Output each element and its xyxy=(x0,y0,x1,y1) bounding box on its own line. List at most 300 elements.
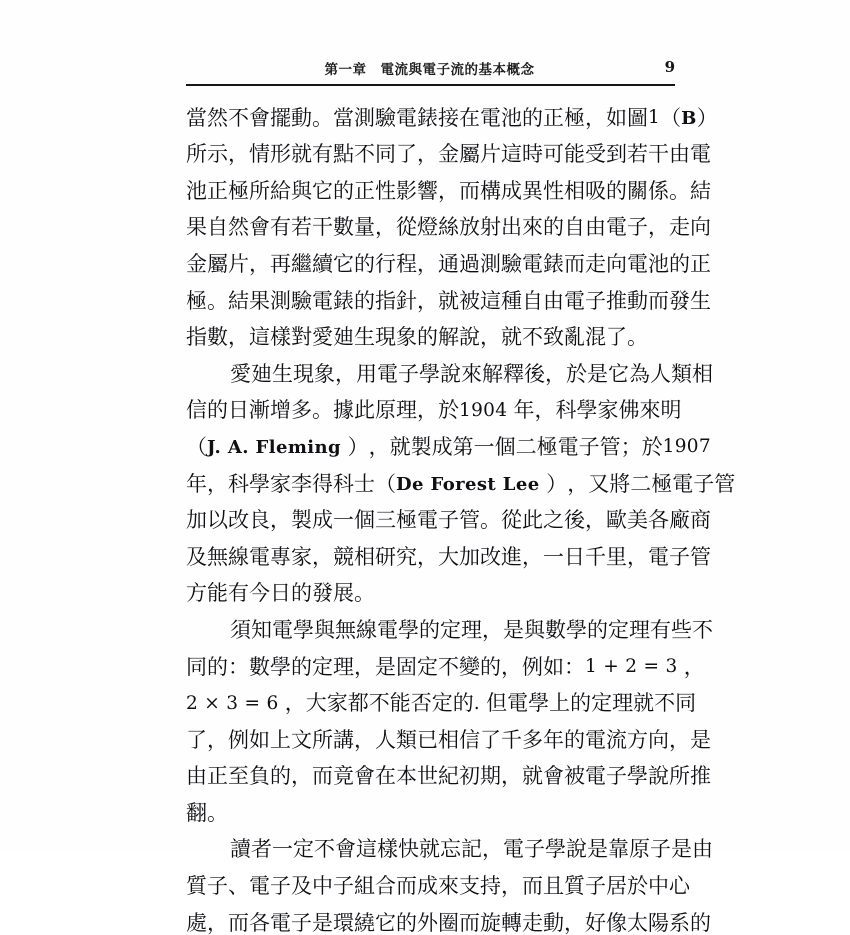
cjk-glyph: ， xyxy=(312,544,333,569)
cjk-glyph: 管 xyxy=(599,434,621,459)
cjk-glyph: 線 xyxy=(356,617,377,642)
cjk-glyph: ， xyxy=(501,874,522,899)
cjk-glyph: 由 xyxy=(692,837,713,862)
cjk-glyph: 數 xyxy=(545,617,566,642)
cjk-glyph: 電 xyxy=(585,764,606,789)
cjk-glyph: 一 xyxy=(333,508,354,533)
cjk-glyph: 極 xyxy=(396,508,417,533)
cjk-glyph: 干 xyxy=(312,215,333,240)
cjk-glyph: 而 xyxy=(522,874,543,899)
cjk-glyph: 是 xyxy=(587,361,608,386)
cjk-glyph: 定 xyxy=(591,691,613,716)
cjk-glyph: ， xyxy=(291,764,312,789)
cjk-glyph: 係 xyxy=(648,178,669,203)
cjk-glyph: 子 xyxy=(606,764,627,789)
cjk-glyph: 質 xyxy=(186,874,207,899)
cjk-glyph: 電 xyxy=(272,617,293,642)
cjk-glyph: 能 xyxy=(207,581,228,606)
cjk-glyph: ， xyxy=(482,617,503,642)
cjk-glyph: 電 xyxy=(690,142,711,167)
cjk-glyph: ， xyxy=(585,105,606,130)
cjk-glyph: 的 xyxy=(291,581,312,606)
cjk-glyph: 廸 xyxy=(333,325,354,350)
cjk-glyph: 各 xyxy=(648,508,669,533)
cjk-glyph: 時 xyxy=(522,142,543,167)
inline-latin-run: B xyxy=(681,107,697,129)
cjk-glyph: ， xyxy=(482,837,503,862)
cjk-glyph: 會 xyxy=(354,764,375,789)
cjk-glyph: 相 xyxy=(438,727,459,752)
cjk-glyph: 一 xyxy=(473,434,495,459)
cjk-glyph: 來 xyxy=(522,215,543,240)
cjk-glyph: 子 xyxy=(333,874,354,899)
cjk-glyph: 指 xyxy=(186,325,207,350)
cjk-glyph: 不 xyxy=(314,837,335,862)
cjk-glyph: 屬 xyxy=(459,142,480,167)
inline-latin-run: 1 + 2 = 3 xyxy=(585,656,684,677)
cjk-glyph: 生 xyxy=(690,288,711,313)
cjk-glyph: 走 xyxy=(522,910,543,935)
cjk-glyph: 的 xyxy=(522,105,543,130)
cjk-glyph: 示 xyxy=(207,142,228,167)
cjk-glyph: 無 xyxy=(207,544,228,569)
cjk-glyph: 已 xyxy=(417,727,438,752)
cjk-glyph: 不 xyxy=(692,617,713,642)
cjk-glyph: 初 xyxy=(459,764,480,789)
cjk-glyph: 子 xyxy=(207,874,228,899)
cjk-glyph: 信 xyxy=(459,727,480,752)
cjk-glyph: 說 xyxy=(648,764,669,789)
cjk-glyph: 出 xyxy=(501,215,522,240)
cjk-glyph: 知 xyxy=(251,617,272,642)
cjk-glyph: 就 xyxy=(389,434,411,459)
cjk-glyph: 電 xyxy=(396,105,417,130)
cjk-glyph: 心 xyxy=(669,874,690,899)
cjk-glyph: ） xyxy=(696,105,718,130)
cjk-glyph: 固 xyxy=(396,654,417,679)
cjk-glyph: 絲 xyxy=(438,215,459,240)
cjk-glyph: 此 xyxy=(522,508,543,533)
cjk-glyph: 由 xyxy=(543,288,564,313)
cjk-glyph: 千 xyxy=(585,544,606,569)
cjk-glyph: 會 xyxy=(249,105,270,130)
cjk-glyph: 自 xyxy=(522,288,543,313)
cjk-glyph: 專 xyxy=(270,544,291,569)
text-line xyxy=(186,568,675,605)
cjk-glyph: 動 xyxy=(627,288,648,313)
cjk-glyph: 受 xyxy=(585,142,606,167)
cjk-glyph: 進 xyxy=(501,544,522,569)
cjk-glyph: 電 xyxy=(270,910,291,935)
text-line xyxy=(186,678,697,716)
cjk-glyph: 理 xyxy=(333,654,354,679)
cjk-glyph: 所 xyxy=(669,764,690,789)
cjk-glyph: 理 xyxy=(629,617,650,642)
cjk-glyph: 不 xyxy=(368,691,390,716)
cjk-glyph: 接 xyxy=(438,105,459,130)
cjk-glyph: 燈 xyxy=(417,215,438,240)
cjk-glyph: 測 xyxy=(270,288,291,313)
cjk-glyph: 極 xyxy=(228,178,249,203)
cjk-glyph: 同 xyxy=(375,142,396,167)
cjk-glyph: 指 xyxy=(375,288,396,313)
cjk-glyph: 而 xyxy=(459,178,480,203)
cjk-glyph: 於 xyxy=(627,874,648,899)
paragraph xyxy=(186,348,736,606)
cjk-glyph: 的 xyxy=(354,288,375,313)
cjk-glyph: 就 xyxy=(633,691,655,716)
cjk-glyph: 致 xyxy=(543,325,564,350)
body-text-block xyxy=(186,92,736,935)
cjk-glyph: 於 xyxy=(641,434,663,459)
cjk-glyph: 科 xyxy=(333,471,354,496)
cjk-glyph: 製 xyxy=(410,434,432,459)
cjk-glyph: 須 xyxy=(230,617,251,642)
paragraph xyxy=(186,92,718,350)
paragraph xyxy=(186,824,713,935)
cjk-glyph: ， xyxy=(417,544,438,569)
cjk-glyph: 否 xyxy=(410,691,432,716)
cjk-glyph: ， xyxy=(249,251,270,276)
cjk-glyph: 它 xyxy=(312,178,333,203)
cjk-glyph: （ xyxy=(186,434,207,459)
cjk-glyph: 家 xyxy=(326,691,348,716)
cjk-glyph: 結 xyxy=(228,288,249,313)
cjk-glyph: 一 xyxy=(272,837,293,862)
cjk-glyph: 相 xyxy=(564,178,585,203)
cjk-glyph: 者 xyxy=(251,837,272,862)
cjk-glyph: 旋 xyxy=(480,910,501,935)
cjk-glyph: 例 xyxy=(522,654,543,679)
cjk-glyph: 的 xyxy=(690,910,711,935)
cjk-glyph: 商 xyxy=(690,508,711,533)
cjk-glyph: 若 xyxy=(627,142,648,167)
cjk-glyph: 子 xyxy=(627,215,648,240)
cjk-glyph: 上 xyxy=(270,727,291,752)
cjk-glyph: 生 xyxy=(272,361,293,386)
cjk-glyph: 不 xyxy=(522,325,543,350)
text-line xyxy=(186,824,713,862)
text-line xyxy=(186,421,711,459)
cjk-glyph: 講 xyxy=(333,727,354,752)
cjk-glyph: 影 xyxy=(396,178,417,203)
cjk-glyph: 的 xyxy=(396,910,417,935)
cjk-glyph: 李 xyxy=(291,471,312,496)
cjk-glyph: 子 xyxy=(693,471,715,496)
cjk-glyph: 然 xyxy=(228,215,249,240)
cjk-glyph: 會 xyxy=(249,215,270,240)
cjk-glyph: 自 xyxy=(207,215,228,240)
text-line xyxy=(186,787,675,824)
cjk-glyph: 年 xyxy=(543,727,564,752)
cjk-glyph: ， xyxy=(480,325,501,350)
cjk-glyph: ， xyxy=(228,325,249,350)
cjk-glyph: 了 xyxy=(396,142,417,167)
cjk-glyph: 驗 xyxy=(501,251,522,276)
cjk-glyph: 與 xyxy=(524,617,545,642)
cjk-glyph: ， xyxy=(368,434,390,459)
cjk-glyph: 不 xyxy=(228,105,249,130)
cjk-glyph: 日 xyxy=(564,544,585,569)
cjk-glyph: 動 xyxy=(543,910,564,935)
text-line xyxy=(186,312,675,349)
cjk-glyph: 極 xyxy=(564,105,585,130)
cjk-glyph: 錶 xyxy=(333,288,354,313)
cjk-glyph: 定 xyxy=(440,617,461,642)
cjk-glyph: 流 xyxy=(606,727,627,752)
cjk-glyph: 果 xyxy=(249,288,270,313)
cjk-glyph: 據 xyxy=(333,398,354,423)
cjk-glyph: 。 xyxy=(354,581,375,606)
cjk-glyph: 能 xyxy=(389,691,411,716)
cjk-glyph: 被 xyxy=(459,288,480,313)
cjk-glyph: 愛 xyxy=(230,361,251,386)
cjk-glyph: ， xyxy=(567,471,589,496)
cjk-glyph: 有 xyxy=(312,142,333,167)
cjk-glyph: 而 xyxy=(396,874,417,899)
cjk-glyph: 增 xyxy=(270,398,291,423)
cjk-glyph: 。 xyxy=(312,398,333,423)
cjk-glyph: 繼 xyxy=(291,251,312,276)
cjk-glyph: 屬 xyxy=(207,251,228,276)
cjk-glyph: 。 xyxy=(207,288,228,313)
cjk-glyph: 且 xyxy=(543,874,564,899)
cjk-glyph: 系 xyxy=(669,910,690,935)
cjk-glyph: ， xyxy=(375,215,396,240)
cjk-glyph: 電 xyxy=(606,215,627,240)
cjk-glyph: 子 xyxy=(585,288,606,313)
cjk-glyph: 然 xyxy=(207,105,228,130)
cjk-glyph: ， xyxy=(270,508,291,533)
cjk-glyph: 解 xyxy=(482,361,503,386)
cjk-glyph: 放 xyxy=(459,215,480,240)
cjk-glyph: 而 xyxy=(648,288,669,313)
cjk-glyph: 方 xyxy=(186,581,207,606)
cjk-glyph: 從 xyxy=(396,215,417,240)
cjk-glyph: 定 xyxy=(293,837,314,862)
cjk-glyph: 它 xyxy=(608,361,629,386)
cjk-glyph: 。 xyxy=(480,508,501,533)
text-line xyxy=(186,275,711,313)
cjk-glyph: 及 xyxy=(291,874,312,899)
cjk-glyph: 環 xyxy=(333,910,354,935)
text-line xyxy=(186,860,690,899)
cjk-glyph: 來 xyxy=(461,361,482,386)
cjk-glyph: 理 xyxy=(612,691,634,716)
cjk-glyph: 電 xyxy=(480,105,501,130)
cjk-glyph: ， xyxy=(207,910,228,935)
cjk-glyph: 漸 xyxy=(249,398,270,423)
cjk-glyph: 子 xyxy=(578,434,600,459)
cjk-glyph: 用 xyxy=(356,361,377,386)
cjk-glyph: 關 xyxy=(627,178,648,203)
cjk-glyph: 學 xyxy=(576,398,598,423)
cjk-glyph: 與 xyxy=(291,178,312,203)
text-line xyxy=(186,238,711,276)
cjk-glyph: 信 xyxy=(186,398,207,423)
cjk-glyph: 加 xyxy=(186,508,207,533)
cjk-glyph: 就 xyxy=(438,288,459,313)
cjk-glyph: 例 xyxy=(228,727,249,752)
cjk-glyph: 組 xyxy=(354,874,375,899)
text-line xyxy=(186,751,711,789)
cjk-glyph: ： xyxy=(228,654,249,679)
cjk-glyph: 情 xyxy=(249,142,270,167)
cjk-glyph: 學 xyxy=(566,617,587,642)
cjk-glyph: 驗 xyxy=(291,288,312,313)
cjk-glyph: 讀 xyxy=(230,837,251,862)
cjk-glyph: ， xyxy=(417,251,438,276)
cjk-glyph: 正 xyxy=(207,178,228,203)
cjk-glyph: 說 xyxy=(459,325,480,350)
cjk-glyph: ， xyxy=(648,215,669,240)
cjk-glyph: 原 xyxy=(375,398,396,423)
cjk-glyph: 推 xyxy=(606,288,627,313)
cjk-glyph: ， xyxy=(207,471,228,496)
cjk-glyph: 又 xyxy=(588,471,610,496)
cjk-glyph: 這 xyxy=(480,288,501,313)
cjk-glyph: 了 xyxy=(186,727,207,752)
cjk-glyph: 改 xyxy=(480,544,501,569)
cjk-glyph: 性 xyxy=(375,178,396,203)
cjk-glyph: 定 xyxy=(312,654,333,679)
cjk-glyph: 究 xyxy=(396,544,417,569)
header-divider-rule xyxy=(186,84,675,86)
cjk-glyph: 子 xyxy=(524,837,545,862)
cjk-glyph: 二 xyxy=(630,471,652,496)
cjk-glyph: 就 xyxy=(291,142,312,167)
cjk-glyph: 相 xyxy=(692,361,713,386)
cjk-glyph: 學 xyxy=(398,617,419,642)
cjk-glyph: 至 xyxy=(228,764,249,789)
cjk-glyph: 池 xyxy=(501,105,522,130)
cjk-glyph: ； xyxy=(620,434,642,459)
cjk-glyph: 是 xyxy=(671,837,692,862)
cjk-glyph: 成 xyxy=(417,874,438,899)
cjk-glyph: 測 xyxy=(354,105,375,130)
cjk-glyph: 靠 xyxy=(608,837,629,862)
cjk-glyph: 如 xyxy=(543,654,564,679)
inline-latin-run: 1 xyxy=(648,107,661,129)
cjk-glyph: 不 xyxy=(654,691,676,716)
cjk-glyph: 。 xyxy=(627,325,648,350)
cjk-glyph: 是 xyxy=(587,837,608,862)
cjk-glyph: 吸 xyxy=(585,178,606,203)
cjk-glyph: 不 xyxy=(354,142,375,167)
cjk-glyph: ， xyxy=(284,691,306,716)
cjk-glyph: 得 xyxy=(312,471,333,496)
cjk-glyph: 今 xyxy=(249,581,270,606)
cjk-glyph: 佛 xyxy=(618,398,640,423)
cjk-glyph: 的 xyxy=(207,654,228,679)
cjk-glyph: 電 xyxy=(564,288,585,313)
cjk-glyph: 居 xyxy=(606,874,627,899)
cjk-glyph: 量 xyxy=(354,215,375,240)
cjk-glyph: 將 xyxy=(609,471,631,496)
cjk-glyph: 同 xyxy=(675,691,697,716)
cjk-glyph: 快 xyxy=(398,837,419,862)
cjk-glyph: 極 xyxy=(186,288,207,313)
cjk-glyph: 金 xyxy=(438,142,459,167)
cjk-glyph: 電 xyxy=(507,691,529,716)
paragraph xyxy=(186,604,713,825)
cjk-glyph: 的 xyxy=(543,215,564,240)
cjk-glyph: 的 xyxy=(291,654,312,679)
cjk-glyph: 後 xyxy=(524,361,545,386)
cjk-glyph: 類 xyxy=(396,727,417,752)
cjk-glyph: 行 xyxy=(375,251,396,276)
cjk-glyph: 正 xyxy=(690,251,711,276)
inline-latin-run: . xyxy=(473,692,487,714)
cjk-glyph: 它 xyxy=(333,251,354,276)
cjk-glyph: 異 xyxy=(522,178,543,203)
inline-latin-run: 1904 xyxy=(459,399,514,421)
cjk-glyph: 管 xyxy=(714,471,736,496)
cjk-glyph: 說 xyxy=(440,361,461,386)
cjk-glyph: 的 xyxy=(570,691,592,716)
cjk-glyph: 電 xyxy=(249,544,270,569)
cjk-glyph: 形 xyxy=(270,142,291,167)
cjk-glyph: 電 xyxy=(672,471,694,496)
cjk-glyph: 。 xyxy=(207,800,228,825)
text-line xyxy=(186,714,711,752)
cjk-glyph: 改 xyxy=(228,508,249,533)
cjk-glyph: 向 xyxy=(690,215,711,240)
cjk-glyph: 當 xyxy=(333,105,354,130)
cjk-glyph: ， xyxy=(669,727,690,752)
cjk-glyph: 電 xyxy=(627,251,648,276)
cjk-glyph: 金 xyxy=(186,251,207,276)
inline-latin-run: 2 × 3 = 6 xyxy=(186,692,285,714)
cjk-glyph: 這 xyxy=(501,142,522,167)
cjk-glyph: 池 xyxy=(186,178,207,203)
inline-latin-run: De Forest Lee xyxy=(396,473,547,495)
cjk-glyph: 動 xyxy=(291,105,312,130)
cjk-glyph: 理 xyxy=(461,617,482,642)
cjk-glyph: 明 xyxy=(660,398,682,423)
cjk-glyph: 太 xyxy=(627,910,648,935)
cjk-glyph: 學 xyxy=(627,764,648,789)
cjk-glyph: 方 xyxy=(627,727,648,752)
cjk-glyph: 測 xyxy=(480,251,501,276)
cjk-glyph: ， xyxy=(354,654,375,679)
text-line xyxy=(186,495,711,533)
cjk-glyph: 所 xyxy=(312,727,333,752)
cjk-glyph: 所 xyxy=(249,178,270,203)
cjk-glyph: 有 xyxy=(228,581,249,606)
cjk-glyph: 於 xyxy=(438,398,459,423)
cjk-glyph: 電 xyxy=(377,617,398,642)
text-line xyxy=(186,129,711,167)
cjk-glyph: 如 xyxy=(606,105,627,130)
cjk-glyph: 的 xyxy=(207,398,228,423)
cjk-glyph: 是 xyxy=(503,617,524,642)
text-line xyxy=(186,458,736,496)
cjk-glyph: 種 xyxy=(501,288,522,313)
cjk-glyph: 學 xyxy=(419,361,440,386)
cjk-glyph: 混 xyxy=(585,325,606,350)
cjk-glyph: 各 xyxy=(249,910,270,935)
cjk-glyph: 一 xyxy=(543,544,564,569)
cjk-glyph: 學 xyxy=(270,654,291,679)
cjk-glyph: 相 xyxy=(354,544,375,569)
cjk-glyph: 繞 xyxy=(354,910,375,935)
cjk-glyph: ， xyxy=(501,654,522,679)
cjk-glyph: 生 xyxy=(354,325,375,350)
cjk-glyph: 程 xyxy=(396,251,417,276)
cjk-glyph: 的 xyxy=(587,617,608,642)
cjk-glyph: 而 xyxy=(312,764,333,789)
